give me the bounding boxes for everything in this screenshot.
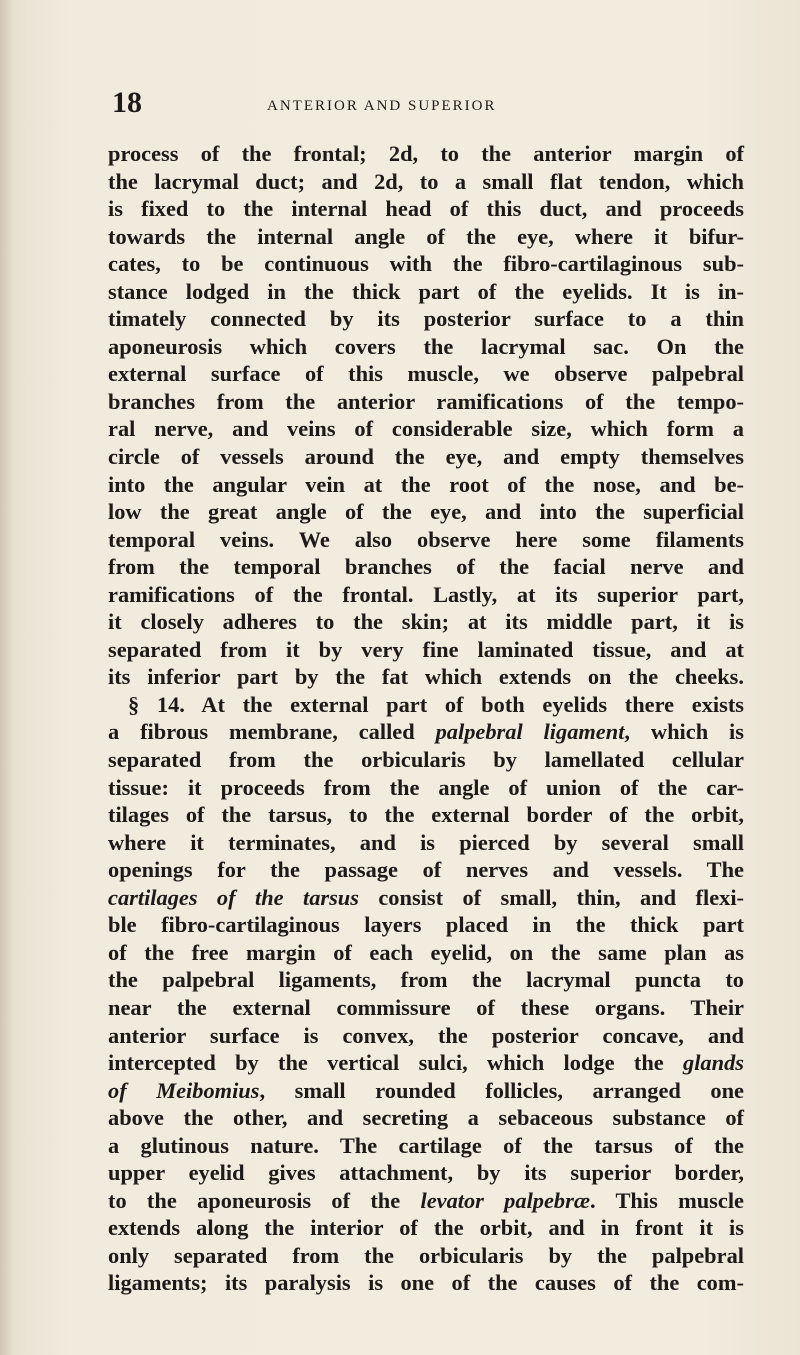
text-line: tilages of the tarsus, to the external border of the orbit,	[108, 802, 744, 828]
text-run: to the aponeurosis of the	[108, 1187, 421, 1213]
italic-term: palpebral ligament	[435, 719, 625, 745]
text-line: into the angular vein at the root of the nose, and be-	[108, 471, 744, 497]
italic-term: cartilages of the tarsus	[108, 884, 359, 910]
text-line: ramifications of the frontal. Lastly, at its superior part,	[108, 581, 744, 607]
text-run: intercepted by the vertical sulci, which lodge the	[108, 1050, 684, 1076]
text-line: ligaments; its paralysis is one of the causes of the com-	[108, 1270, 744, 1296]
text-line: process of the frontal; 2d, to the anterior margin of	[108, 141, 744, 166]
text-line: low the great angle of the eye, and into the superficial	[108, 499, 744, 525]
text-line: extends along the interior of the orbit, and in front it is	[108, 1215, 744, 1241]
text-line: § 14. At the external part of both eyelids there exists	[128, 691, 744, 717]
italic-term: glands	[683, 1050, 744, 1076]
text-line: of the free margin of each eyelid, on the same plan as	[108, 939, 744, 965]
text-run: , small rounded follicles, arranged one	[259, 1077, 744, 1103]
text-line: where it terminates, and is pierced by several small	[108, 829, 744, 855]
page-gutter-shadow	[0, 0, 14, 1355]
text-line: temporal veins. We also observe here some filaments	[108, 526, 744, 552]
text-line: from the temporal branches of the facial nerve and	[108, 554, 744, 580]
page-number: 18	[112, 86, 142, 119]
running-head: ANTERIOR AND SUPERIOR	[267, 98, 497, 114]
text-line: stance lodged in the thick part of the eyelids. It is in-	[108, 278, 744, 304]
text-line: the lacrymal duct; and 2d, to a small flat tendon, which	[108, 168, 744, 194]
text-line: circle of vessels around the eye, and empty themselves	[108, 444, 744, 470]
text-line: external surface of this muscle, we observe palpebral	[108, 361, 744, 387]
text-line: near the external commissure of these organs. Their	[108, 994, 744, 1020]
text-line: above the other, and secreting a sebaceous substance of	[108, 1105, 744, 1131]
italic-term: levator palpebræ	[420, 1187, 590, 1213]
body-text	[108, 140, 744, 1297]
text-line: a glutinous nature. The cartilage of the tarsus of the	[108, 1132, 744, 1158]
text-run: , which is	[624, 719, 744, 745]
text-line	[108, 718, 744, 746]
text-line	[108, 1049, 744, 1077]
text-run: consist of small, thin, and flexi-	[358, 884, 744, 910]
text-line: openings for the passage of nerves and vessels. The	[108, 857, 744, 883]
text-line: timately connected by its posterior surface to a thin	[108, 306, 744, 332]
text-line: branches from the anterior ramifications of the tempo-	[108, 388, 744, 414]
text-line	[108, 1077, 744, 1105]
text-line: anterior surface is convex, the posterior concave, and	[108, 1022, 744, 1048]
text-run: a fibrous membrane, called	[108, 719, 436, 745]
text-line: aponeurosis which covers the lacrymal sac. On the	[108, 333, 744, 359]
text-line: tissue: it proceeds from the angle of union of the car-	[108, 774, 744, 800]
text-line: ral nerve, and veins of considerable size, which form a	[108, 416, 744, 442]
text-line	[108, 884, 744, 912]
text-line: towards the internal angle of the eye, where it bifur-	[108, 223, 744, 249]
text-line: separated from the orbicularis by lamellated cellular	[108, 747, 744, 773]
text-run: . This muscle	[590, 1187, 744, 1213]
italic-term: of Meibomius	[108, 1077, 260, 1103]
page-header	[112, 88, 752, 118]
text-line: its inferior part by the fat which extends on the cheeks.	[108, 664, 744, 690]
text-line: only separated from the orbicularis by the palpebral	[108, 1242, 744, 1268]
text-line: ble fibro-cartilaginous layers placed in the thick part	[108, 912, 744, 938]
text-line: it closely adheres to the skin; at its middle part, it is	[108, 609, 744, 635]
text-line: upper eyelid gives attachment, by its superior border,	[108, 1160, 744, 1186]
text-line: the palpebral ligaments, from the lacrymal puncta to	[108, 967, 744, 993]
text-line: cates, to be continuous with the fibro-cartilaginous sub-	[108, 251, 744, 277]
text-line	[108, 1187, 744, 1215]
text-line: separated from it by very fine laminated tissue, and at	[108, 636, 744, 662]
text-line: is fixed to the internal head of this duct, and proceeds	[108, 196, 744, 222]
